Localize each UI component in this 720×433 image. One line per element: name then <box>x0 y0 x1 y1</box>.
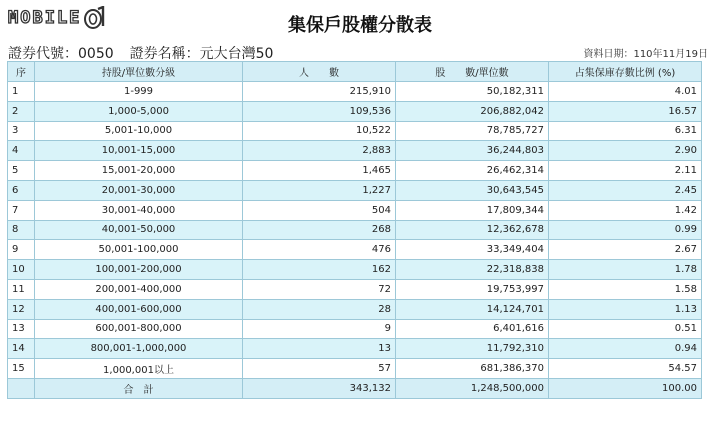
table-total-row <box>8 378 702 398</box>
row-index: 1 <box>8 82 35 102</box>
security-code: 0050 <box>78 46 114 62</box>
table-row <box>8 161 702 181</box>
row-index: 11 <box>8 279 35 299</box>
row-level: 1-999 <box>35 82 243 102</box>
table-header-row <box>8 62 702 82</box>
row-holders: 162 <box>243 260 396 280</box>
row-level: 1,000-5,000 <box>35 101 243 121</box>
header-holders: 人 數 <box>243 62 396 82</box>
row-index: 13 <box>8 319 35 339</box>
row-shares: 78,785,727 <box>396 121 549 141</box>
row-shares: 681,386,370 <box>396 359 549 379</box>
table-row <box>8 260 702 280</box>
row-shares: 14,124,701 <box>396 299 549 319</box>
total-label: 合 計 <box>35 378 243 398</box>
total-shares: 1,248,500,000 <box>396 378 549 398</box>
security-code-label: 證券代號： <box>8 46 78 62</box>
row-level: 5,001-10,000 <box>35 121 243 141</box>
row-ratio: 1.13 <box>549 299 702 319</box>
table-row <box>8 279 702 299</box>
row-index: 9 <box>8 240 35 260</box>
table-row <box>8 101 702 121</box>
row-ratio: 2.67 <box>549 240 702 260</box>
row-level: 15,001-20,000 <box>35 161 243 181</box>
table-row <box>8 339 702 359</box>
row-index: 6 <box>8 180 35 200</box>
row-shares: 17,809,344 <box>396 200 549 220</box>
row-level: 1,000,001以上 <box>35 359 243 379</box>
table-row <box>8 141 702 161</box>
row-ratio: 0.51 <box>549 319 702 339</box>
row-ratio: 0.99 <box>549 220 702 240</box>
row-level: 10,001-15,000 <box>35 141 243 161</box>
table-row <box>8 200 702 220</box>
row-ratio: 2.45 <box>549 180 702 200</box>
row-level: 400,001-600,000 <box>35 299 243 319</box>
row-ratio: 4.01 <box>549 82 702 102</box>
row-holders: 109,536 <box>243 101 396 121</box>
row-ratio: 1.42 <box>549 200 702 220</box>
security-name-label: 證券名稱： <box>129 46 200 62</box>
table-row <box>8 82 702 102</box>
table-row <box>8 319 702 339</box>
shareholding-distribution-table <box>7 61 702 399</box>
security-info <box>8 43 273 63</box>
row-level: 40,001-50,000 <box>35 220 243 240</box>
row-ratio: 2.11 <box>549 161 702 181</box>
row-level: 30,001-40,000 <box>35 200 243 220</box>
row-ratio: 6.31 <box>549 121 702 141</box>
row-shares: 30,643,545 <box>396 180 549 200</box>
row-shares: 6,401,616 <box>396 319 549 339</box>
row-holders: 1,465 <box>243 161 396 181</box>
row-shares: 33,349,404 <box>396 240 549 260</box>
table-row <box>8 240 702 260</box>
row-index: 15 <box>8 359 35 379</box>
row-ratio: 1.78 <box>549 260 702 280</box>
row-ratio: 16.57 <box>549 101 702 121</box>
page-title: 集保戶股權分散表 <box>288 15 432 36</box>
row-holders: 476 <box>243 240 396 260</box>
row-shares: 36,244,803 <box>396 141 549 161</box>
row-holders: 72 <box>243 279 396 299</box>
row-shares: 206,882,042 <box>396 101 549 121</box>
table-row <box>8 359 702 379</box>
row-holders: 9 <box>243 319 396 339</box>
row-index: 7 <box>8 200 35 220</box>
table-row <box>8 220 702 240</box>
row-level: 200,001-400,000 <box>35 279 243 299</box>
row-index: 8 <box>8 220 35 240</box>
header-level: 持股/單位數分級 <box>35 62 243 82</box>
row-holders: 28 <box>243 299 396 319</box>
total-ratio: 100.00 <box>549 378 702 398</box>
row-ratio: 0.94 <box>549 339 702 359</box>
data-date: 資料日期：110年11月19日 <box>583 49 708 60</box>
row-shares: 26,462,314 <box>396 161 549 181</box>
row-shares: 11,792,310 <box>396 339 549 359</box>
row-shares: 22,318,838 <box>396 260 549 280</box>
row-holders: 10,522 <box>243 121 396 141</box>
row-shares: 19,753,997 <box>396 279 549 299</box>
row-index: 5 <box>8 161 35 181</box>
row-ratio: 54.57 <box>549 359 702 379</box>
row-index: 2 <box>8 101 35 121</box>
table-row <box>8 299 702 319</box>
row-holders: 1,227 <box>243 180 396 200</box>
row-index: 4 <box>8 141 35 161</box>
logo-text: MOBILE <box>8 8 82 28</box>
row-holders: 57 <box>243 359 396 379</box>
row-holders: 215,910 <box>243 82 396 102</box>
row-shares: 50,182,311 <box>396 82 549 102</box>
row-holders: 13 <box>243 339 396 359</box>
row-index: 12 <box>8 299 35 319</box>
row-level: 800,001-1,000,000 <box>35 339 243 359</box>
row-level: 50,001-100,000 <box>35 240 243 260</box>
row-level: 600,001-800,000 <box>35 319 243 339</box>
total-index <box>8 378 35 398</box>
total-holders: 343,132 <box>243 378 396 398</box>
row-ratio: 1.58 <box>549 279 702 299</box>
header-shares: 股 數/單位數 <box>396 62 549 82</box>
row-index: 3 <box>8 121 35 141</box>
header-ratio: 占集保庫存數比例 (%) <box>549 62 702 82</box>
table-row <box>8 121 702 141</box>
row-index: 14 <box>8 339 35 359</box>
row-level: 100,001-200,000 <box>35 260 243 280</box>
security-name: 元大台灣50 <box>199 46 274 62</box>
row-index: 10 <box>8 260 35 280</box>
row-holders: 268 <box>243 220 396 240</box>
row-ratio: 2.90 <box>549 141 702 161</box>
row-holders: 2,883 <box>243 141 396 161</box>
table-row <box>8 180 702 200</box>
row-shares: 12,362,678 <box>396 220 549 240</box>
row-holders: 504 <box>243 200 396 220</box>
row-level: 20,001-30,000 <box>35 180 243 200</box>
header-index: 序 <box>8 62 35 82</box>
